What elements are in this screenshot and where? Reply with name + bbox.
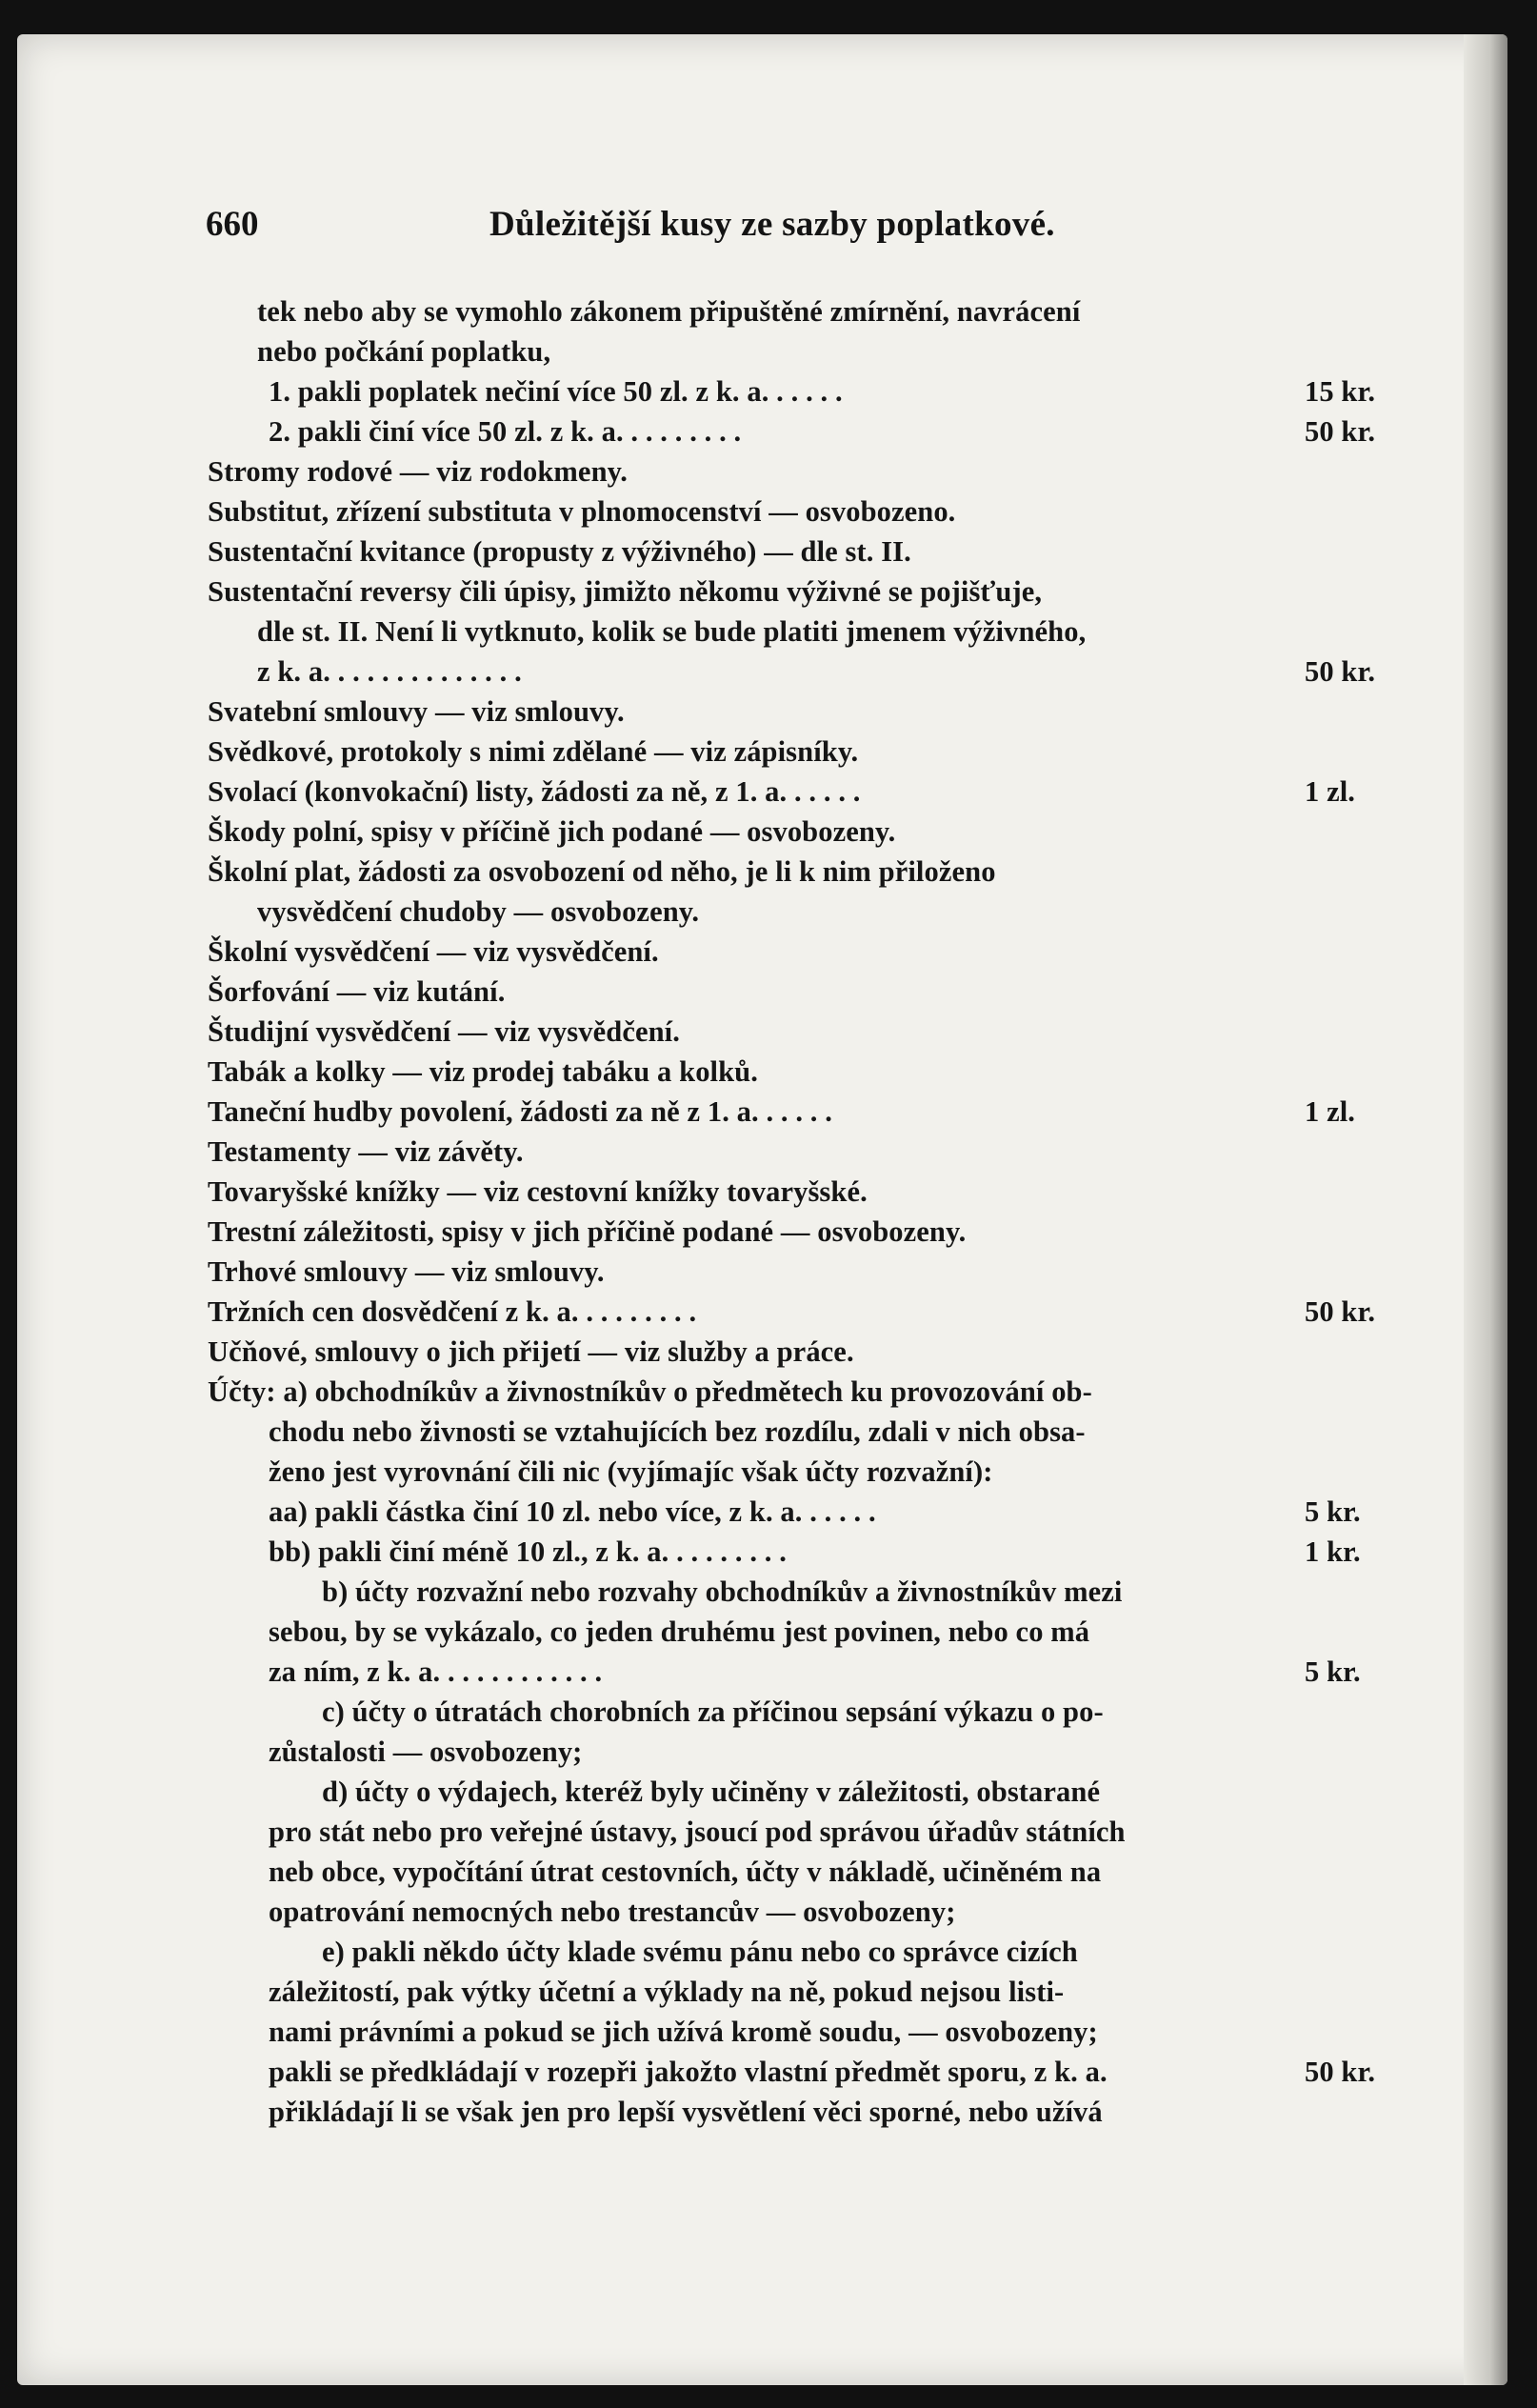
line-text: bb) pakli činí méně 10 zl., z k. a. . . . . . . . . [269,1535,787,1568]
line-text: Substitut, zřízení substituta v plnomocenství — osvobozeno. [208,495,956,528]
line-text: přikládají li se však jen pro lepší vysvětlení věci sporné, nebo užívá [269,2096,1103,2128]
fee-amount: 50 kr. [1305,655,1376,688]
fee-amount: 50 kr. [1305,415,1376,448]
page-edge-shadow [1464,34,1507,2385]
text-line [208,1212,1407,1252]
text-line [208,1892,1407,1932]
text-line [208,1492,1407,1532]
text-line [208,812,1407,852]
text-line [208,1732,1407,1772]
line-text: z k. a. . . . . . . . . . . . . . [257,655,522,688]
fee-amount: 1 kr. [1305,1535,1361,1568]
text-line [208,852,1407,892]
line-text: Svolací (konvokační) listy, žádosti za ně, z 1. a. . . . . . [208,775,861,808]
text-line [208,492,1407,532]
line-text: Študijní vysvědčení — viz vysvědčení. [208,1015,680,1048]
text-line [208,892,1407,932]
line-text: chodu nebo živnosti se vztahujících bez rozdílu, zdali v nich obsa- [269,1415,1086,1448]
text-line [208,1052,1407,1092]
text-line [208,932,1407,972]
fee-amount: 5 kr. [1305,1656,1361,1688]
line-text: Šorfování — viz kutání. [208,975,506,1008]
line-text: e) pakli někdo účty klade svému pánu nebo co správce cizích [322,1936,1078,1968]
text-line [208,1772,1407,1812]
line-text: c) účty o útratách chorobních za příčinou sepsání výkazu o po- [322,1696,1104,1728]
text-line [208,1172,1407,1212]
line-text: dle st. II. Není li vytknuto, kolik se bude platiti jmenem výživného, [257,615,1087,648]
line-text: nebo počkání poplatku, [257,335,551,368]
text-line [208,1132,1407,1172]
text-line [208,732,1407,772]
line-text: Tabák a kolky — viz prodej tabáku a kolků. [208,1055,758,1088]
line-text: Svědkové, protokoly s nimi zdělané — viz zápisníky. [208,735,859,768]
text-line [208,1692,1407,1732]
line-text: Tržních cen dosvědčení z k. a. . . . . . . . . [208,1295,697,1328]
text-line [208,1532,1407,1572]
line-text: sebou, by se vykázalo, co jeden druhému jest povinen, nebo co má [269,1615,1090,1648]
line-text: Učňové, smlouvy o jich přijetí — viz služby a práce. [208,1335,854,1368]
text-line [208,772,1407,812]
page-body-text [208,291,1407,2132]
line-text: za ním, z k. a. . . . . . . . . . . . [269,1656,603,1688]
text-line [208,692,1407,732]
line-text: Sustentační reversy čili úpisy, jimižto někomu výživné se pojišťuje, [208,575,1043,608]
text-line [208,291,1407,331]
line-text: nami právními a pokud se jich užívá kromě soudu, — osvobozeny; [269,2016,1098,2048]
text-line [208,1812,1407,1852]
line-text: d) účty o výdajech, kteréž byly učiněny v záležitosti, obstarané [322,1776,1101,1808]
line-text: Taneční hudby povolení, žádosti za ně z 1. a. . . . . . [208,1095,832,1128]
line-text: zůstalosti — osvobozeny; [269,1736,583,1768]
line-text: Trestní záležitosti, spisy v jich příčině podané — osvobozeny. [208,1215,967,1248]
line-text: neb obce, vypočítání útrat cestovních, účty v nákladě, učiněném na [269,1856,1102,1888]
text-line [208,2092,1407,2132]
text-line [208,1372,1407,1412]
fee-amount: 50 kr. [1305,2056,1376,2088]
line-text: Účty: a) obchodníkův a živnostníkův o předmětech ku provozování ob- [208,1375,1092,1408]
text-line [208,972,1407,1012]
line-text: b) účty rozvažní nebo rozvahy obchodníkův a živnostníkův mezi [322,1575,1123,1608]
text-line [208,1572,1407,1612]
text-line [208,572,1407,612]
text-line [208,2012,1407,2052]
line-text: Školní vysvědčení — viz vysvědčení. [208,935,659,968]
text-line [208,1652,1407,1692]
line-text: pakli se předkládají v rozepři jakožto vlastní předmět sporu, z k. a. [269,2056,1108,2088]
fee-amount: 5 kr. [1305,1495,1361,1528]
text-line [208,1852,1407,1892]
text-line [208,1252,1407,1292]
text-line [208,1292,1407,1332]
line-text: Škody polní, spisy v příčině jich podané — osvobozeny. [208,815,896,848]
text-line [208,1972,1407,2012]
text-line [208,1332,1407,1372]
line-text: opatrování nemocných nebo trestancův — osvobozeny; [269,1896,956,1928]
text-line [208,331,1407,371]
running-header [187,204,1139,261]
fee-amount: 15 kr. [1305,375,1376,408]
line-text: Tovaryšské knížky — viz cestovní knížky tovaryšské. [208,1175,868,1208]
text-line [208,1092,1407,1132]
line-text: Svatební smlouvy — viz smlouvy. [208,695,625,728]
text-line [208,612,1407,652]
text-line [208,652,1407,692]
fee-amount: 50 kr. [1305,1295,1376,1328]
page-title: Důležitější kusy ze sazby poplatkové. [489,205,1055,244]
text-line [208,2052,1407,2092]
line-text: 2. pakli činí více 50 zl. z k. a. . . . . . . . . [269,415,742,448]
text-line [208,452,1407,492]
fee-amount: 1 zl. [1305,775,1356,808]
line-text: Stromy rodové — viz rodokmeny. [208,455,629,488]
text-line [208,1412,1407,1452]
line-text: pro stát nebo pro veřejné ústavy, jsoucí pod správou úřadův státních [269,1816,1126,1848]
line-text: ženo jest vyrovnání čili nic (vyjímajíc však účty rozvažní): [269,1455,993,1488]
page-number: 660 [206,205,259,244]
text-line [208,371,1407,411]
text-line [208,1932,1407,1972]
line-text: vysvědčení chudoby — osvobozeny. [257,895,700,928]
line-text: aa) pakli částka činí 10 zl. nebo více, z k. a. . . . . . [269,1495,876,1528]
line-text: Školní plat, žádosti za osvobození od něho, je li k nim přiloženo [208,855,996,888]
text-line [208,1012,1407,1052]
line-text: tek nebo aby se vymohlo zákonem připuštěné zmírnění, navrácení [257,295,1081,328]
line-text: Testamenty — viz závěty. [208,1135,524,1168]
book-page [17,34,1507,2385]
line-text: Sustentační kvitance (propusty z výživného) — dle st. II. [208,535,911,568]
fee-amount: 1 zl. [1305,1095,1356,1128]
line-text: 1. pakli poplatek nečiní více 50 zl. z k. a. . . . . . [269,375,843,408]
text-line [208,1452,1407,1492]
line-text: záležitostí, pak výtky účetní a výklady na ně, pokud nejsou listi- [269,1976,1065,2008]
text-line [208,411,1407,452]
line-text: Trhové smlouvy — viz smlouvy. [208,1255,605,1288]
text-line [208,1612,1407,1652]
text-line [208,532,1407,572]
